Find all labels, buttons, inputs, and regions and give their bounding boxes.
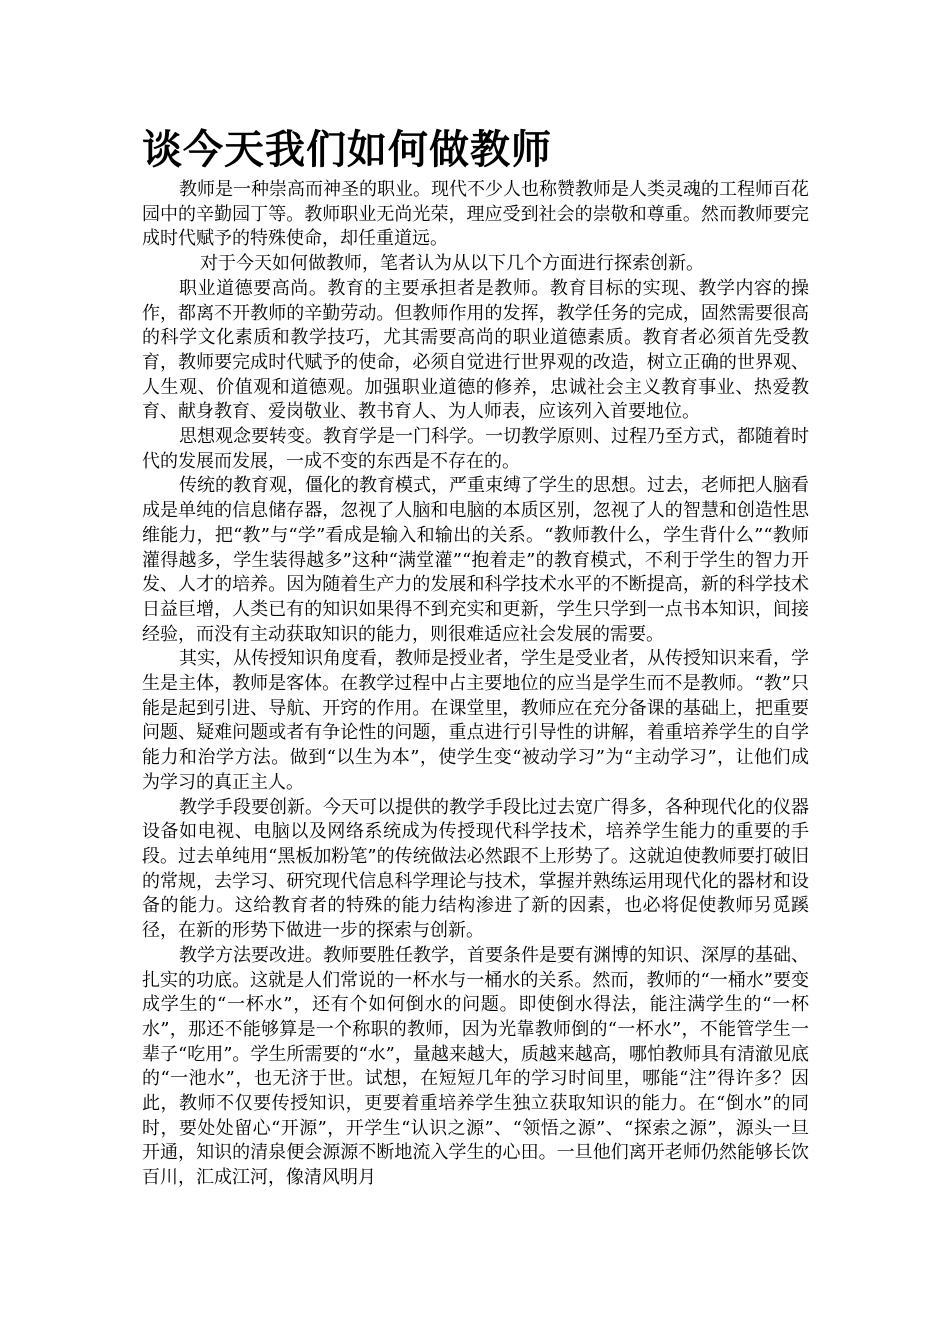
paragraph-ethics: 职业道德要高尚。教育的主要承担者是教师。教育目标的实现、教学内容的操作，都离不开教师的辛勤劳动。但教师作用的发挥，教学任务的完成，固然需要很高的科学文化素质和教学技巧，尤其需要高尚的职业道德素质。教育者必须首先受教育，教师要完成时代赋予的使命，必须自觉进行世界观的改造，树立正确的世界观、人生观、价值观和道德观。加强职业道德的修养，忠诚社会主义教育事业、热爱教育、献身教育、爱岗敬业、教书育人、为人师表，应该列入首要地位。	[142, 277, 809, 423]
paragraph-ideas: 思想观念要转变。教育学是一门科学。一切教学原则、过程乃至方式，都随着时代的发展而发展，一成不变的东西是不存在的。	[142, 426, 809, 472]
paragraph-methods: 教学方法要改进。教师要胜任教学，首要条件是要有渊博的知识、深厚的基础、扎实的功底。这就是人们常说的一杯水与一桶水的关系。然而，教师的“一桶水”要变成学生的“一杯水”，还有个如何倒水的问题。即使倒水得法，能注满学生的“一杯水”，那还不能够算是一个称职的教师，因为光靠教师倒的“一杯水”，不能管学生一辈子“吃用”。学生所需要的“水”，量越来越大，质越来越高，哪怕教师具有清澈见底的“一池水”，也无济于世。试想，在短短几年的学习时间里，哪能“注”得许多？因此，教师不仅要传授知识，更要着重培养学生独立获取知识的能力。在“倒水”的同时，要处处留心“开源”，开学生“认识之源”、“领悟之源”、“探索之源”，源头一旦开通，知识的清泉便会源源不断地流入学生的心田。一旦他们离开老师仍然能够长饮百川，汇成江河，像清风明月	[142, 944, 809, 1189]
paragraph-student-subject: 其实，从传授知识角度看，教师是授业者，学生是受业者，从传授知识来看，学生是主体，教师是客体。在教学过程中占主要地位的应当是学生而不是教师。“教”只能是起到引进、导航、开窍的作用。在课堂里，教师应在充分备课的基础上，把重要问题、疑难问题或者有争论性的问题，重点进行引导性的讲解，着重培养学生的自学能力和治学方法。做到“以生为本”，使学生变“被动学习”为“主动学习”，让他们成为学习的真正主人。	[142, 648, 809, 793]
paragraph-intro: 教师是一种崇高而神圣的职业。现代不少人也称赞教师是人类灵魂的工程师百花园中的辛勤园丁等。教师职业无尚光荣，理应受到社会的崇敬和尊重。然而教师要完成时代赋予的特殊使命，却任重道远。	[142, 179, 809, 250]
document-page	[142, 122, 809, 1191]
document-title: 谈今天我们如何做教师	[142, 127, 552, 173]
paragraph-means: 教学手段要创新。今天可以提供的教学手段比过去宽广得多，各种现代化的仪器设备如电视、电脑以及网络系统成为传授现代科学技术，培养学生能力的重要的手段。过去单纯用“黑板加粉笔”的传统做法必然跟不上形势了。这就迫使教师要打破旧的常规，去学习、研究现代信息科学理论与技术，掌握并熟练运用现代化的器材和设备的能力。这给教育者的特殊的能力结构渗进了新的因素，也必将促使教师另觅蹊径，在新的形势下做进一步的探索与创新。	[142, 796, 809, 942]
paragraph-traditional: 传统的教育观，僵化的教育模式，严重束缚了学生的思想。过去，老师把人脑看成是单纯的信息储存器，忽视了人脑和电脑的本质区别，忽视了人的智慧和创造性思维能力，把“教”与“学”看成是输入和输出的关系。“教师教什么，学生背什么”“教师灌得越多，学生装得越多”这种“满堂灌”“抱着走”的教育模式，不利于学生的智力开发、人才的培养。因为随着生产力的发展和科学技术水平的不断提高，新的科学技术日益巨增，人类已有的知识如果得不到充实和更新，学生只学到一点书本知识，间接经验，而没有主动获取知识的能力，则很难适应社会发展的需要。	[142, 475, 809, 645]
paragraph-aspects: 对于今天如何做教师，笔者认为从以下几个方面进行探索创新。	[200, 253, 704, 275]
